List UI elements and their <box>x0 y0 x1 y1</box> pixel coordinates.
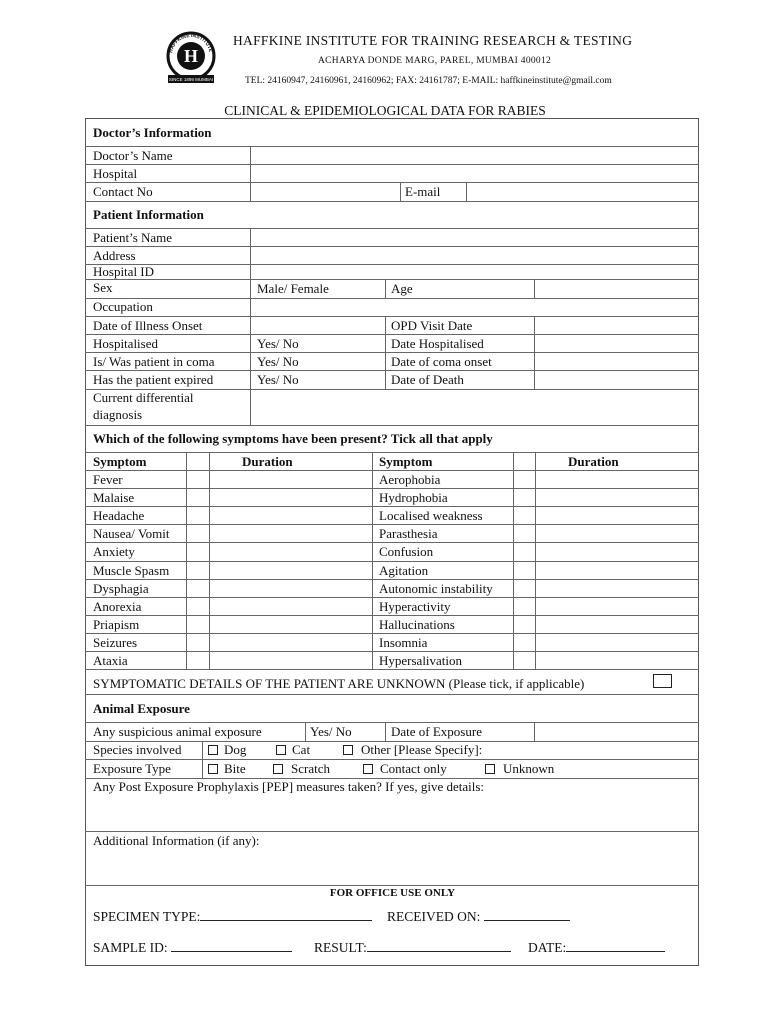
type-unknown-label: Unknown <box>503 761 555 776</box>
address-label: Address <box>93 248 136 263</box>
symptom-right-duration[interactable] <box>536 471 698 488</box>
coma-onset-field[interactable] <box>535 353 698 369</box>
result-label: RESULT: <box>314 940 367 955</box>
patient-heading: Patient Information <box>93 207 204 222</box>
symptom-left-duration[interactable] <box>210 525 371 542</box>
symptom-right-tick[interactable] <box>514 652 534 669</box>
symptoms-unknown-checkbox[interactable] <box>653 674 672 688</box>
symptom-left-duration[interactable] <box>210 652 371 669</box>
type-contact-checkbox[interactable] <box>363 764 373 774</box>
symptom-right-duration[interactable] <box>536 580 698 597</box>
symptom-right-label: Insomnia <box>379 635 428 650</box>
symptom-right-duration[interactable] <box>536 616 698 633</box>
date-hospitalised-field[interactable] <box>535 335 698 351</box>
sex-value[interactable]: Male/ Female <box>257 281 329 296</box>
symptom-left-tick[interactable] <box>187 652 208 669</box>
symptom-right-tick[interactable] <box>514 562 534 579</box>
symptom-right-duration[interactable] <box>536 562 698 579</box>
additional-info-label: Additional Information (if any): <box>93 833 260 848</box>
symptom-left-duration[interactable] <box>210 543 371 561</box>
symptom-right-tick[interactable] <box>514 507 534 524</box>
date-row <box>528 939 665 955</box>
symptom-right-label: Confusion <box>379 544 434 559</box>
logo-text-bottom: SINCE 1899 MUMBAI <box>168 77 214 82</box>
symptom-right-label: Aerophobia <box>379 472 441 487</box>
symptom-left-label: Headache <box>93 508 145 523</box>
received-on-label: RECEIVED ON: <box>387 909 481 924</box>
symptom-left-duration[interactable] <box>210 489 371 506</box>
contact-no-label: Contact No <box>93 184 153 199</box>
form-title: CLINICAL & EPIDEMIOLOGICAL DATA FOR RABIES <box>224 103 546 118</box>
occupation-field[interactable] <box>251 299 698 315</box>
sample-id-blank[interactable] <box>171 939 292 952</box>
occupation-label: Occupation <box>93 299 153 314</box>
symptom-left-label: Nausea/ Vomit <box>93 526 170 541</box>
doctor-name-label: Doctor’s Name <box>93 148 173 163</box>
hospital-id-label: Hospital ID <box>93 264 155 279</box>
pep-details-field[interactable] <box>86 796 698 830</box>
type-scratch-label: Scratch <box>291 761 330 776</box>
sample-id-label: SAMPLE ID: <box>93 940 168 955</box>
date-of-death-field[interactable] <box>535 371 698 388</box>
coma-value[interactable]: Yes/ No <box>257 354 299 369</box>
exposure-type-label: Exposure Type <box>93 761 171 776</box>
symptom-right-label: Parasthesia <box>379 526 438 541</box>
symptom-right-duration[interactable] <box>536 525 698 542</box>
hospitalised-value[interactable]: Yes/ No <box>257 336 299 351</box>
type-scratch-checkbox[interactable] <box>273 764 283 774</box>
specimen-type-label: SPECIMEN TYPE: <box>93 909 201 924</box>
suspicious-exposure-value[interactable]: Yes/ No <box>310 724 352 739</box>
symptom-col-right: Symptom <box>379 454 433 469</box>
symptom-right-duration[interactable] <box>536 652 698 669</box>
illness-onset-label: Date of Illness Onset <box>93 318 203 333</box>
duration-col-right: Duration <box>568 454 619 469</box>
date-blank[interactable] <box>566 939 665 952</box>
institute-name: HAFFKINE INSTITUTE FOR TRAINING RESEARCH & TESTING <box>233 33 633 48</box>
type-bite-label: Bite <box>224 761 246 776</box>
symptom-right-tick[interactable] <box>514 598 534 615</box>
symptom-left-label: Malaise <box>93 490 135 505</box>
sample-row <box>93 939 292 955</box>
received-row <box>387 908 570 924</box>
coma-label: Is/ Was patient in coma <box>93 354 215 369</box>
specimen-type-blank[interactable] <box>200 908 372 921</box>
coma-onset-label: Date of coma onset <box>391 354 492 369</box>
exposure-date-field[interactable] <box>535 723 698 740</box>
received-on-blank[interactable] <box>484 908 570 921</box>
symptom-left-tick[interactable] <box>187 489 208 506</box>
symptom-left-duration[interactable] <box>210 580 371 597</box>
exposure-date-label: Date of Exposure <box>391 724 482 739</box>
symptoms-unknown-text: SYMPTOMATIC DETAILS OF THE PATIENT ARE UNKNOWN (Please tick, if applicable) <box>93 676 585 691</box>
opd-visit-label: OPD Visit Date <box>391 318 473 333</box>
institute-contact: TEL: 24160947, 24160961, 24160962; FAX: 24161787; E-MAIL: haffkineinstitute@gmail.com <box>245 76 612 86</box>
institute-logo <box>160 28 222 90</box>
illness-onset-field[interactable] <box>251 317 384 333</box>
symptom-left-tick[interactable] <box>187 562 208 579</box>
symptom-right-tick[interactable] <box>514 543 534 561</box>
symptom-left-tick[interactable] <box>187 543 208 561</box>
hospitalised-label: Hospitalised <box>93 336 158 351</box>
symptom-right-duration[interactable] <box>536 543 698 561</box>
differential-label-line1: Current differential <box>93 390 194 405</box>
date-label: DATE: <box>528 940 567 955</box>
symptom-left-label: Fever <box>93 472 123 487</box>
symptom-left-duration[interactable] <box>210 598 371 615</box>
result-blank[interactable] <box>367 939 511 952</box>
date-of-death-label: Date of Death <box>391 372 464 387</box>
symptom-left-duration[interactable] <box>210 507 371 524</box>
institute-address: ACHARYA DONDE MARG, PAREL, MUMBAI 400012 <box>318 56 552 66</box>
symptom-left-label: Anxiety <box>93 544 135 559</box>
pep-label: Any Post Exposure Prophylaxis [PEP] measures taken? If yes, give details: <box>93 779 485 794</box>
office-heading: FOR OFFICE USE ONLY <box>329 887 456 899</box>
symptom-right-tick[interactable] <box>514 634 534 651</box>
symptom-left-duration[interactable] <box>210 634 371 651</box>
additional-info-field[interactable] <box>86 850 698 884</box>
symptom-left-tick[interactable] <box>187 525 208 542</box>
symptom-right-label: Hallucinations <box>379 617 455 632</box>
doctor-heading: Doctor’s Information <box>93 125 212 140</box>
species-dog-checkbox[interactable] <box>208 745 218 755</box>
result-row <box>314 939 511 955</box>
symptom-right-tick[interactable] <box>514 525 534 542</box>
symptom-right-label: Autonomic instability <box>379 581 493 596</box>
symptom-left-tick[interactable] <box>187 598 208 615</box>
hospital-id-field[interactable] <box>251 265 698 278</box>
symptom-left-label: Anorexia <box>93 599 142 614</box>
symptom-right-tick[interactable] <box>514 616 534 633</box>
symptom-right-label: Localised weakness <box>379 508 483 523</box>
symptom-left-label: Seizures <box>93 635 138 650</box>
expired-value[interactable]: Yes/ No <box>257 372 299 387</box>
symptom-left-label: Dysphagia <box>93 581 149 596</box>
species-dog-label: Dog <box>224 742 247 757</box>
sex-label: Sex <box>93 280 113 295</box>
differential-field[interactable] <box>251 390 698 424</box>
age-field[interactable] <box>535 280 698 297</box>
symptom-left-label: Ataxia <box>93 653 128 668</box>
symptom-left-duration[interactable] <box>210 616 371 633</box>
patient-name-label: Patient’s Name <box>93 230 173 245</box>
email-label: E-mail <box>405 184 441 199</box>
symptom-left-duration[interactable] <box>210 562 371 579</box>
symptom-right-tick[interactable] <box>514 580 534 597</box>
symptom-right-label: Hydrophobia <box>379 490 448 505</box>
symptom-right-tick[interactable] <box>514 471 534 488</box>
symptoms-heading: Which of the following symptoms have been present? Tick all that apply <box>93 431 493 446</box>
differential-label-line2: diagnosis <box>93 407 143 422</box>
symptom-left-duration[interactable] <box>210 471 371 488</box>
specimen-row <box>93 908 372 924</box>
logo-letter: H <box>183 46 199 66</box>
duration-col-left: Duration <box>242 454 293 469</box>
age-label: Age <box>391 281 413 296</box>
symptom-right-label: Hyperactivity <box>379 599 451 614</box>
date-hospitalised-label: Date Hospitalised <box>391 336 484 351</box>
symptom-right-label: Hypersalivation <box>379 653 463 668</box>
row-divider <box>85 669 699 670</box>
hospital-label: Hospital <box>93 166 138 181</box>
type-bite-checkbox[interactable] <box>208 764 218 774</box>
symptom-right-duration[interactable] <box>536 598 698 615</box>
opd-visit-field[interactable] <box>535 317 698 333</box>
doctor-name-field[interactable] <box>251 147 698 163</box>
symptom-right-duration[interactable] <box>536 489 698 506</box>
contact-no-field[interactable] <box>251 183 399 200</box>
symptom-right-label: Agitation <box>379 563 429 578</box>
symptom-left-tick[interactable] <box>187 507 208 524</box>
email-field[interactable] <box>467 183 698 200</box>
suspicious-exposure-label: Any suspicious animal exposure <box>93 724 262 739</box>
symptom-left-tick[interactable] <box>187 634 208 651</box>
species-label: Species involved <box>93 742 182 757</box>
symptom-left-tick[interactable] <box>187 616 208 633</box>
symptom-left-label: Muscle Spasm <box>93 563 170 578</box>
symptom-left-tick[interactable] <box>187 580 208 597</box>
logo-text-top: HAFFKINE INSTITUTE <box>168 32 214 54</box>
symptom-left-label: Priapism <box>93 617 140 632</box>
species-other-checkbox[interactable] <box>343 745 353 755</box>
species-cat-label: Cat <box>292 742 311 757</box>
symptom-left-tick[interactable] <box>187 471 208 488</box>
symptom-col-left: Symptom <box>93 454 147 469</box>
type-contact-label: Contact only <box>380 761 447 776</box>
animal-heading: Animal Exposure <box>93 701 190 716</box>
type-unknown-checkbox[interactable] <box>485 764 495 774</box>
address-field[interactable] <box>251 247 698 263</box>
symptom-right-tick[interactable] <box>514 489 534 506</box>
species-other-label: Other [Please Specify]: <box>361 742 483 757</box>
symptom-right-duration[interactable] <box>536 507 698 524</box>
expired-label: Has the patient expired <box>93 372 214 387</box>
species-cat-checkbox[interactable] <box>276 745 286 755</box>
symptom-right-duration[interactable] <box>536 634 698 651</box>
hospital-field[interactable] <box>251 165 698 181</box>
patient-name-field[interactable] <box>251 229 698 245</box>
